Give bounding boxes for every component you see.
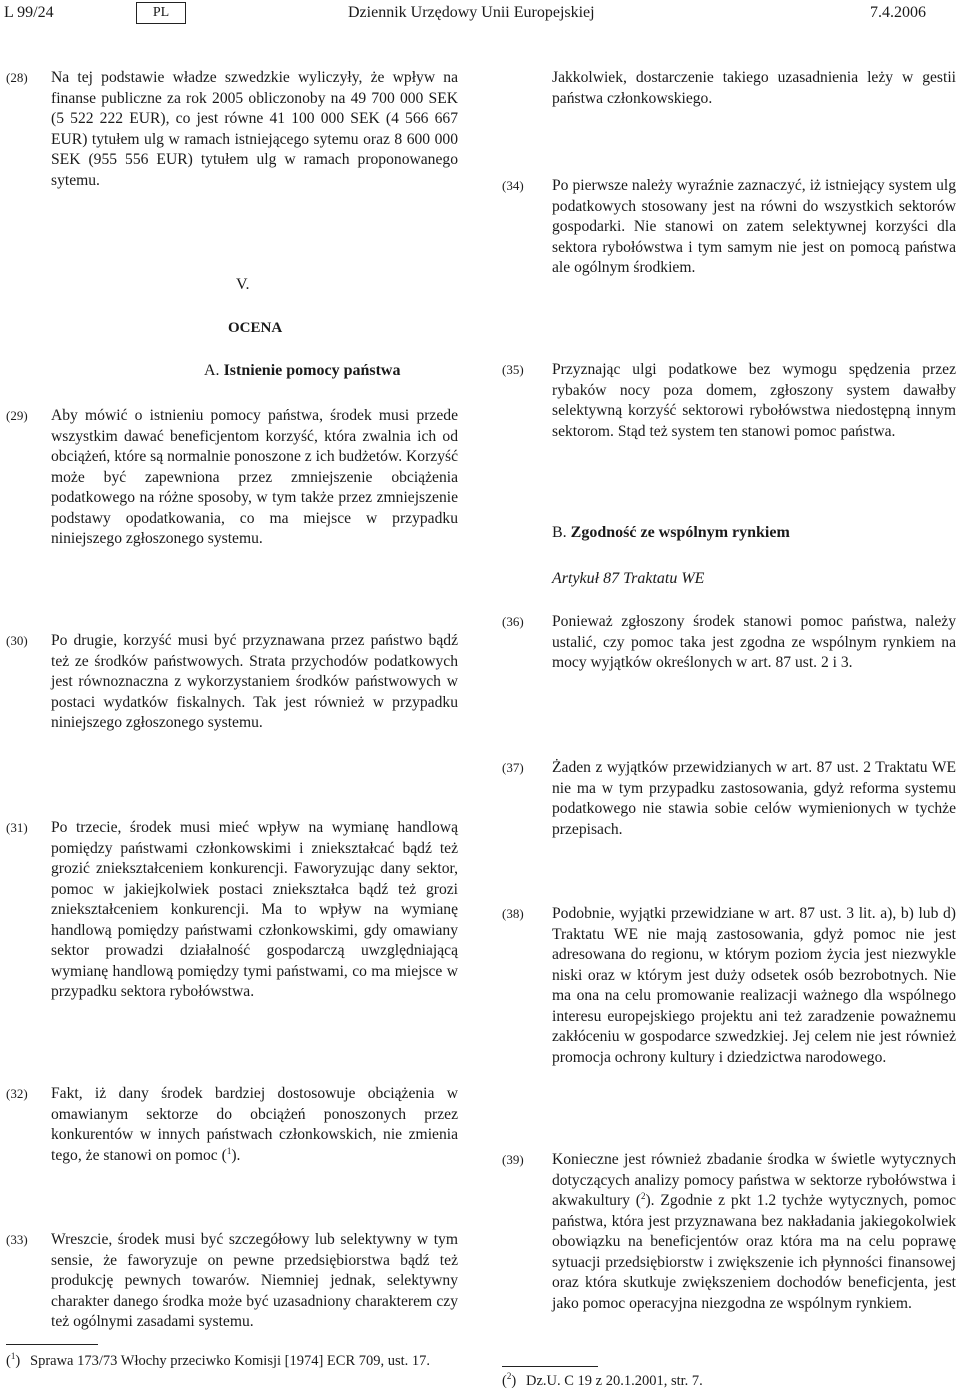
paragraph-33-continued (552, 68, 956, 109)
paragraph-number: (36) (502, 614, 524, 629)
paragraph-31 (6, 818, 458, 1003)
footnote-1 (6, 1352, 458, 1371)
paragraph-text-end: ). (231, 1146, 241, 1164)
footnote-text: Sprawa 173/73 Włochy przeciwko Komisji [1974] ECR 709, ust. 17. (30, 1353, 431, 1369)
subsection-a-prefix: A. (204, 362, 220, 379)
paragraph-text-main: Konieczne jest również zbadanie środka w świetle wytycznych dotyczących analizy pomocy państwa w sektorze rybołówstwa i akwakultury ( (552, 1151, 956, 1209)
paragraph-number: (28) (6, 70, 28, 85)
subsection-b-prefix: B. (552, 524, 567, 541)
subsection-a-heading (204, 362, 400, 380)
issue-date: 7.4.2006 (870, 4, 926, 21)
footnote-marker: ($^2$) (502, 1371, 517, 1389)
footnote-ref: 2 (640, 1190, 646, 1201)
section-number: V. (236, 276, 250, 293)
paragraph-text: Wreszcie, środek musi być szczegółowy lub selektywny w tym sensie, że faworyzuje on pewne przedsiębiorstwa bądź też produkcję pewnych towarów. Niemniej jednak, selektywny charakter danego środka może być uzasadniony charakterem czy też ogólnymi zasadami systemu. (51, 1231, 458, 1330)
page-header (0, 0, 960, 30)
paragraph-30 (6, 631, 458, 734)
paragraph-text: Po trzecie, środek musi mieć wpływ na wymianę handlową pomiędzy państwami członkowskimi i zniekształcać bądź też grozić zniekształceniem konkurencji. Faworyzując dany sektor, pomoc w jakiejkolwiek postaci zniekształca bądź też grozi zniekształceniem konkurencji. Ma to wpływ na wymianę handlową pomiędzy państwami członkowskimi, gdy omawiany sektor prowadzi działalność gospodarczą uwzględniającą wymianę handlową pomiędzy tymi państwami, co ma miejsce w przypadku sektora rybołówstwa. (51, 819, 458, 1000)
footnote-mark: 1 (10, 1351, 16, 1362)
paragraph-text: Na tej podstawie władze szwedzkie wyliczyły, że wpływ na finanse publiczne za rok 2005 obliczonoby na 49 700 000 SEK (5 522 222 EUR), co jest równe 41 100 000 SEK (4 566 667 EUR) tytułem ulg w ramach istniejącego sytemu oraz 8 600 000 SEK (955 556 EUR) tytułem ulg w ramach proponowanego sytemu. (51, 69, 458, 189)
paragraph-36 (502, 612, 956, 674)
paragraph-29 (6, 406, 458, 550)
paragraph-text: Przyznając ulgi podatkowe bez wymogu spędzenia przez rybaków nocy poza domem, zgłoszony system dawałby selektywną korzyść sektorowi rybołówstwa niedostępną innym sektorom. Stąd też system ten stanowi pomoc państwa. (552, 361, 956, 440)
journal-title: Dziennik Urzędowy Unii Europejskiej (348, 4, 595, 21)
language-badge: PL (136, 2, 186, 24)
paragraph-text: Po pierwsze należy wyraźnie zaznaczyć, iż istniejący system ulg podatkowych stosowany jest na równi do wszystkich sektorów gospodarki. Nie stanowi on zatem selektywnej korzyści dla sektora rybołówstwa i tym samym nie jest on pomocą państwa ale ogólnym środkiem. (552, 177, 956, 276)
paragraph-number: (30) (6, 633, 28, 648)
paragraph-32 (6, 1084, 458, 1166)
footnote-mark: 2 (506, 1371, 512, 1382)
paragraph-number: (31) (6, 820, 28, 835)
paragraph-39 (502, 1150, 956, 1314)
paragraph-text: Żaden z wyjątków przewidzianych w art. 87 ust. 2 Traktatu WE nie ma w tym przypadku zastosowania, gdyż reforma systemu podatkowego nie stawia sobie celów wymienionych w tychże przepisach. (552, 759, 956, 838)
paragraph-37 (502, 758, 956, 840)
section-title: OCENA (228, 320, 283, 336)
footnote-separator (502, 1366, 598, 1367)
paragraph-number: (39) (502, 1152, 524, 1167)
subsection-a-title: Istnienie pomocy państwa (223, 362, 401, 379)
paragraph-number: (35) (502, 362, 524, 377)
paragraph-text: Po drugie, korzyść musi być przyznawana przez państwo bądź też ze środków państwowych. Strata przychodów podatkowych jest równoznaczna z wykorzystaniem środków państwowych w postaci wydatków fiskalnych. Tak jest również w przypadku niniejszego zgłoszonego systemu. (51, 632, 458, 731)
paragraph-text: Aby mówić o istnieniu pomocy państwa, środek musi przede wszystkim dawać beneficjentom korzyść, która zwalnia ich od obciążeń, które są normalnie ponoszone z ich budżetów. Korzyść może być zapewniona przez zmniejszenie obciążenia podatkowego na różne sposoby, w tym także przez zmniejszenie podstawy opodatkowania, co ma miejsce w przypadku niniejszego zgłoszonego systemu. (51, 407, 458, 547)
footnote-marker: ($^1$) (6, 1351, 21, 1369)
subsection-b-heading (552, 524, 790, 542)
footnote-2 (502, 1372, 956, 1391)
paragraph-text: Ponieważ zgłoszony środek stanowi pomoc państwa, należy ustalić, czy pomoc taka jest zgodna ze wspólnym rynkiem na mocy wyjątków określonych w art. 87 ust. 2 i 3. (552, 613, 956, 671)
paragraph-35 (502, 360, 956, 442)
paragraph-34 (502, 176, 956, 279)
paragraph-number: (34) (502, 178, 524, 193)
paragraph-text-end: ). Zgodnie z pkt 1.2 tychże wytycznych, pomoc państwa, która jest przyznawana bez nakładania jakiegokolwiek obowiązku na beneficjentów oraz która ma na celu poprawę sytuacji przedsiębiorstw i zwiększenie ich płynności finansowej oraz która skutkuje zwiększeniem dochodów beneficjenta, jest jako pomoc operacyjna niezgodna ze wspólnym rynkiem. (552, 1192, 956, 1312)
page-number: L 99/24 (4, 4, 54, 21)
paragraph-text (552, 1150, 956, 1314)
paragraph-number: (38) (502, 906, 524, 921)
paragraph-text: Jakkolwiek, dostarczenie takiego uzasadnienia leży w gestii państwa członkowskiego. (552, 69, 956, 107)
paragraph-33 (6, 1230, 458, 1333)
footnote-ref: 1 (226, 1145, 232, 1156)
paragraph-number: (29) (6, 408, 28, 423)
paragraph-number: (33) (6, 1232, 28, 1247)
subsection-b-title: Zgodność ze wspólnym rynkiem (570, 524, 790, 541)
paragraph-text: Podobnie, wyjątki przewidziane w art. 87 ust. 3 lit. a), b) lub d) Traktatu WE nie mają zastosowania, gdyż pomoc nie jest adresowana do regionu, w którym poziom życia jest niezwykle niski oraz w którym jest duży odsetek osób bezrobotnych. Nie ma ona na celu promowanie realizacji ważnego dla wspólnego interesu europejskiego projektu ani też zaradzenie poważnemu zakłóceniu w gospodarce szwedzkiej. Jej celem nie jest również promocja ochrony kultury i dziedzictwa narodowego. (552, 905, 956, 1066)
footnote-text: Dz.U. C 19 z 20.1.2001, str. 7. (526, 1373, 703, 1389)
footnote-separator (6, 1344, 98, 1345)
paragraph-text-main: Fakt, iż dany środek bardziej dostosowuje obciążenia w omawianym sektorze do obciążeń ponoszonych przez konkurentów w innych państwach członkowskich, nie zmienia tego, że stanowi on pomoc ( (51, 1085, 458, 1164)
article-heading: Artykuł 87 Traktatu WE (552, 570, 705, 587)
paragraph-28 (6, 68, 458, 191)
paragraph-number: (32) (6, 1086, 28, 1101)
paragraph-text (51, 1084, 458, 1166)
paragraph-38 (502, 904, 956, 1068)
paragraph-number: (37) (502, 760, 524, 775)
